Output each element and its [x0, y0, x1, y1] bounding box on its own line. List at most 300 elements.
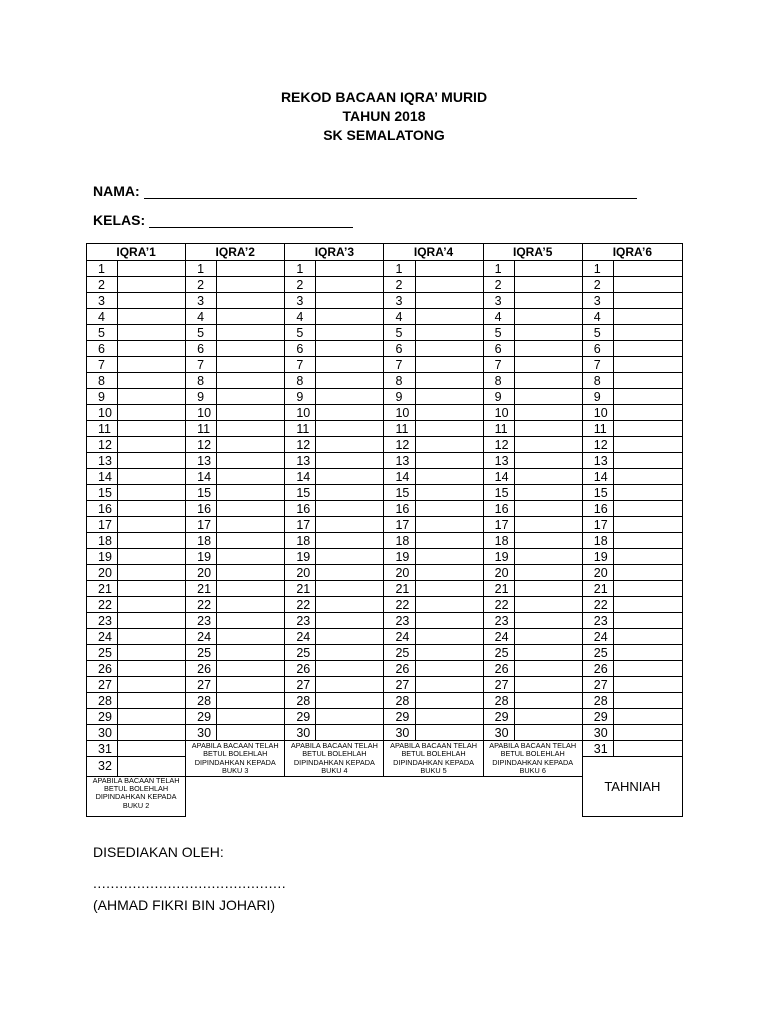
iqra5-record-cell[interactable]	[514, 405, 582, 421]
iqra6-page-number: 4	[582, 309, 613, 325]
iqra3-record-cell[interactable]	[316, 405, 384, 421]
iqra5-record-cell[interactable]	[514, 373, 582, 389]
iqra6-page-number: 17	[582, 517, 613, 533]
iqra5-record-cell[interactable]	[514, 421, 582, 437]
iqra6-record-cell[interactable]	[613, 277, 682, 293]
iqra6-page-number: 20	[582, 565, 613, 581]
iqra5-record-cell[interactable]	[514, 309, 582, 325]
iqra1-page-number: 20	[87, 565, 118, 581]
table-row	[87, 693, 683, 709]
iqra6-record-cell[interactable]	[613, 341, 682, 357]
iqra1-page-number: 23	[87, 613, 118, 629]
iqra4-record-cell[interactable]	[415, 629, 483, 645]
iqra6-record-cell[interactable]	[613, 741, 682, 757]
title-line-1: REKOD BACAAN IQRA’ MURID	[280, 89, 488, 105]
iqra2-record-cell[interactable]	[217, 357, 285, 373]
iqra6-page-number: 18	[582, 533, 613, 549]
iqra3-record-cell[interactable]	[316, 597, 384, 613]
iqra4-record-cell[interactable]	[415, 389, 483, 405]
iqra4-record-cell[interactable]	[415, 309, 483, 325]
iqra3-record-cell[interactable]	[316, 709, 384, 725]
iqra6-record-cell[interactable]	[613, 325, 682, 341]
iqra1-record-cell[interactable]	[118, 645, 186, 661]
iqra5-record-cell[interactable]	[514, 661, 582, 677]
iqra2-record-cell[interactable]	[217, 693, 285, 709]
iqra5-page-number: 6	[483, 341, 514, 357]
iqra3-page-number: 1	[285, 261, 316, 277]
iqra4-page-number: 1	[384, 261, 415, 277]
iqra3-page-number: 17	[285, 517, 316, 533]
iqra6-record-cell[interactable]	[613, 405, 682, 421]
table-row	[87, 261, 683, 277]
iqra5-record-cell[interactable]	[514, 517, 582, 533]
iqra3-record-cell[interactable]	[316, 261, 384, 277]
iqra1-record-cell[interactable]	[118, 469, 186, 485]
iqra4-record-cell[interactable]	[415, 565, 483, 581]
iqra3-page-number: 22	[285, 597, 316, 613]
iqra1-record-cell[interactable]	[118, 629, 186, 645]
iqra5-record-cell[interactable]	[514, 453, 582, 469]
iqra2-page-number: 4	[186, 309, 217, 325]
iqra5-record-cell[interactable]	[514, 709, 582, 725]
iqra2-record-cell[interactable]	[217, 565, 285, 581]
iqra3-record-cell[interactable]	[316, 485, 384, 501]
iqra2-record-cell[interactable]	[217, 261, 285, 277]
iqra6-record-cell[interactable]	[613, 437, 682, 453]
iqra4-page-number: 8	[384, 373, 415, 389]
iqra6-record-cell[interactable]	[613, 725, 682, 741]
iqra6-record-cell[interactable]	[613, 309, 682, 325]
iqra1-page-number: 12	[87, 437, 118, 453]
iqra4-record-cell[interactable]	[415, 469, 483, 485]
iqra6-record-cell[interactable]	[613, 613, 682, 629]
iqra5-record-cell[interactable]	[514, 485, 582, 501]
iqra2-record-cell[interactable]	[217, 501, 285, 517]
iqra1-record-cell[interactable]	[118, 709, 186, 725]
iqra1-record-cell[interactable]	[118, 357, 186, 373]
iqra2-record-cell[interactable]	[217, 309, 285, 325]
iqra1-record-cell[interactable]	[118, 405, 186, 421]
iqra5-record-cell[interactable]	[514, 677, 582, 693]
iqra4-record-cell[interactable]	[415, 341, 483, 357]
table-row	[87, 645, 683, 661]
iqra6-page-number: 1	[582, 261, 613, 277]
iqra5-page-number: 1	[483, 261, 514, 277]
iqra1-record-cell[interactable]	[118, 661, 186, 677]
table-row	[87, 453, 683, 469]
iqra2-page-number: 7	[186, 357, 217, 373]
iqra1-page-number: 14	[87, 469, 118, 485]
iqra1-record-cell[interactable]	[118, 517, 186, 533]
iqra6-record-cell[interactable]	[613, 261, 682, 277]
iqra5-record-cell[interactable]	[514, 437, 582, 453]
iqra4-record-cell[interactable]	[415, 613, 483, 629]
iqra6-page-number: 25	[582, 645, 613, 661]
column-header-iqra4: IQRA’4	[384, 244, 483, 261]
table-row	[87, 725, 683, 741]
iqra3-record-cell[interactable]	[316, 437, 384, 453]
iqra3-record-cell[interactable]	[316, 629, 384, 645]
iqra2-page-number: 1	[186, 261, 217, 277]
iqra1-record-cell[interactable]	[118, 549, 186, 565]
iqra3-record-cell[interactable]	[316, 693, 384, 709]
iqra2-record-cell[interactable]	[217, 469, 285, 485]
table-row	[87, 309, 683, 325]
iqra6-record-cell[interactable]	[613, 389, 682, 405]
iqra2-record-cell[interactable]	[217, 677, 285, 693]
iqra6-record-cell[interactable]	[613, 565, 682, 581]
iqra3-record-cell[interactable]	[316, 725, 384, 741]
iqra6-record-cell[interactable]	[613, 373, 682, 389]
iqra1-record-cell[interactable]	[118, 693, 186, 709]
iqra6-page-number: 14	[582, 469, 613, 485]
iqra2-page-number: 5	[186, 325, 217, 341]
iqra6-record-cell[interactable]	[613, 661, 682, 677]
iqra5-record-cell[interactable]	[514, 341, 582, 357]
iqra4-record-cell[interactable]	[415, 501, 483, 517]
iqra4-record-cell[interactable]	[415, 357, 483, 373]
iqra5-record-cell[interactable]	[514, 277, 582, 293]
iqra5-record-cell[interactable]	[514, 725, 582, 741]
iqra4-record-cell[interactable]	[415, 437, 483, 453]
iqra4-page-number: 24	[384, 629, 415, 645]
iqra5-record-cell[interactable]	[514, 549, 582, 565]
iqra4-page-number: 11	[384, 421, 415, 437]
iqra4-page-number: 29	[384, 709, 415, 725]
iqra6-record-cell[interactable]	[613, 485, 682, 501]
iqra1-record-cell[interactable]	[118, 533, 186, 549]
iqra5-record-cell[interactable]	[514, 293, 582, 309]
iqra6-page-number: 3	[582, 293, 613, 309]
iqra4-record-cell[interactable]	[415, 405, 483, 421]
iqra4-record-cell[interactable]	[415, 693, 483, 709]
iqra5-record-cell[interactable]	[514, 261, 582, 277]
column-header-iqra1: IQRA’1	[87, 244, 186, 261]
iqra6-page-number: 10	[582, 405, 613, 421]
iqra1-record-cell[interactable]	[118, 437, 186, 453]
iqra1-record-cell[interactable]	[118, 421, 186, 437]
iqra6-page-number: 28	[582, 693, 613, 709]
iqra2-record-cell[interactable]	[217, 373, 285, 389]
iqra3-page-number: 21	[285, 581, 316, 597]
iqra4-record-cell[interactable]	[415, 709, 483, 725]
iqra6-record-cell[interactable]	[613, 709, 682, 725]
iqra1-record-cell[interactable]	[118, 757, 186, 777]
iqra6-record-cell[interactable]	[613, 293, 682, 309]
iqra2-record-cell[interactable]	[217, 437, 285, 453]
iqra3-record-cell[interactable]	[316, 565, 384, 581]
iqra2-record-cell[interactable]	[217, 645, 285, 661]
iqra3-page-number: 30	[285, 725, 316, 741]
iqra4-page-number: 22	[384, 597, 415, 613]
iqra3-record-cell[interactable]	[316, 421, 384, 437]
iqra5-record-cell[interactable]	[514, 469, 582, 485]
iqra3-page-number: 29	[285, 709, 316, 725]
iqra3-record-cell[interactable]	[316, 277, 384, 293]
iqra4-record-cell[interactable]	[415, 261, 483, 277]
iqra1-page-number: 17	[87, 517, 118, 533]
iqra4-record-cell[interactable]	[415, 485, 483, 501]
table-row	[87, 629, 683, 645]
iqra3-record-cell[interactable]	[316, 677, 384, 693]
iqra1-page-number: 3	[87, 293, 118, 309]
iqra4-record-cell[interactable]	[415, 453, 483, 469]
iqra4-page-number: 18	[384, 533, 415, 549]
iqra5-record-cell[interactable]	[514, 389, 582, 405]
iqra6-record-cell[interactable]	[613, 629, 682, 645]
iqra2-record-cell[interactable]	[217, 533, 285, 549]
iqra6-record-cell[interactable]	[613, 533, 682, 549]
iqra2-page-number: 6	[186, 341, 217, 357]
iqra4-record-cell[interactable]	[415, 677, 483, 693]
iqra5-page-number: 12	[483, 437, 514, 453]
iqra6-record-cell[interactable]	[613, 469, 682, 485]
iqra2-record-cell[interactable]	[217, 389, 285, 405]
iqra5-page-number: 18	[483, 533, 514, 549]
iqra4-page-number: 27	[384, 677, 415, 693]
iqra6-page-number: 23	[582, 613, 613, 629]
iqra2-record-cell[interactable]	[217, 725, 285, 741]
iqra2-page-number: 22	[186, 597, 217, 613]
iqra3-record-cell[interactable]	[316, 549, 384, 565]
iqra3-page-number: 25	[285, 645, 316, 661]
iqra6-page-number: 30	[582, 725, 613, 741]
iqra3-record-cell[interactable]	[316, 469, 384, 485]
iqra5-record-cell[interactable]	[514, 645, 582, 661]
iqra3-page-number: 20	[285, 565, 316, 581]
iqra4-record-cell[interactable]	[415, 293, 483, 309]
iqra5-record-cell[interactable]	[514, 501, 582, 517]
iqra4-record-cell[interactable]	[415, 373, 483, 389]
iqra5-record-cell[interactable]	[514, 325, 582, 341]
iqra3-page-number: 9	[285, 389, 316, 405]
kelas-blank-line[interactable]	[149, 213, 353, 228]
iqra3-record-cell[interactable]	[316, 645, 384, 661]
iqra3-page-number: 24	[285, 629, 316, 645]
iqra2-record-cell[interactable]	[217, 549, 285, 565]
iqra4-page-number: 14	[384, 469, 415, 485]
iqra3-page-number: 5	[285, 325, 316, 341]
iqra2-page-number: 14	[186, 469, 217, 485]
iqra2-page-number: 25	[186, 645, 217, 661]
iqra5-page-number: 28	[483, 693, 514, 709]
iqra3-record-cell[interactable]	[316, 357, 384, 373]
iqra6-page-number: 19	[582, 549, 613, 565]
iqra1-record-cell[interactable]	[118, 453, 186, 469]
nama-field[interactable]	[93, 183, 637, 199]
iqra6-record-cell[interactable]	[613, 453, 682, 469]
iqra1-page-number: 21	[87, 581, 118, 597]
table-row	[87, 613, 683, 629]
iqra2-record-cell[interactable]	[217, 293, 285, 309]
preparer-name: (AHMAD FIKRI BIN JOHARI)	[93, 897, 276, 913]
iqra3-page-number: 14	[285, 469, 316, 485]
column-header-iqra6: IQRA’6	[582, 244, 682, 261]
iqra6-record-cell[interactable]	[613, 693, 682, 709]
iqra4-record-cell[interactable]	[415, 581, 483, 597]
iqra1-record-cell[interactable]	[118, 565, 186, 581]
table-row	[87, 549, 683, 565]
iqra6-record-cell[interactable]	[613, 501, 682, 517]
iqra1-record-cell[interactable]	[118, 677, 186, 693]
iqra5-page-number: 22	[483, 597, 514, 613]
kelas-field[interactable]	[93, 212, 353, 228]
iqra4-page-number: 21	[384, 581, 415, 597]
iqra5-record-cell[interactable]	[514, 629, 582, 645]
iqra6-record-cell[interactable]	[613, 645, 682, 661]
iqra2-page-number: 19	[186, 549, 217, 565]
iqra4-record-cell[interactable]	[415, 549, 483, 565]
iqra4-record-cell[interactable]	[415, 533, 483, 549]
iqra4-record-cell[interactable]	[415, 325, 483, 341]
iqra1-record-cell[interactable]	[118, 293, 186, 309]
iqra1-page-number: 8	[87, 373, 118, 389]
iqra3-record-cell[interactable]	[316, 613, 384, 629]
iqra2-page-number: 21	[186, 581, 217, 597]
iqra2-record-cell[interactable]	[217, 277, 285, 293]
iqra6-record-cell[interactable]	[613, 357, 682, 373]
iqra2-page-number: 9	[186, 389, 217, 405]
iqra6-page-number: 13	[582, 453, 613, 469]
iqra6-page-number: 9	[582, 389, 613, 405]
iqra5-page-number: 10	[483, 405, 514, 421]
iqra2-page-number: 17	[186, 517, 217, 533]
iqra3-page-number: 18	[285, 533, 316, 549]
iqra3-record-cell[interactable]	[316, 325, 384, 341]
iqra5-record-cell[interactable]	[514, 581, 582, 597]
iqra1-record-cell[interactable]	[118, 725, 186, 741]
signature-line[interactable]: ............................................	[93, 875, 287, 891]
iqra1-page-number: 19	[87, 549, 118, 565]
iqra6-page-number: 31	[582, 741, 613, 757]
iqra4-record-cell[interactable]	[415, 517, 483, 533]
iqra3-page-number: 12	[285, 437, 316, 453]
iqra1-record-cell[interactable]	[118, 261, 186, 277]
iqra1-record-cell[interactable]	[118, 741, 186, 757]
iqra6-record-cell[interactable]	[613, 517, 682, 533]
iqra1-note-cell	[87, 776, 186, 816]
iqra4-page-number: 7	[384, 357, 415, 373]
iqra3-record-cell[interactable]	[316, 661, 384, 677]
iqra3-record-cell[interactable]	[316, 533, 384, 549]
iqra2-record-cell[interactable]	[217, 341, 285, 357]
iqra1-page-number: 10	[87, 405, 118, 421]
nama-label: NAMA:	[93, 183, 140, 199]
iqra3-record-cell[interactable]	[316, 453, 384, 469]
iqra2-record-cell[interactable]	[217, 709, 285, 725]
iqra2-record-cell[interactable]	[217, 597, 285, 613]
iqra2-record-cell[interactable]	[217, 421, 285, 437]
iqra3-page-number: 6	[285, 341, 316, 357]
table-row	[87, 373, 683, 389]
nama-blank-line[interactable]	[144, 184, 637, 199]
iqra3-note: APABILA BACAAN TELAH BETUL BOLEHLAH DIPINDAHKAN KEPADA BUKU 4	[290, 741, 378, 776]
iqra1-page-number: 28	[87, 693, 118, 709]
iqra2-record-cell[interactable]	[217, 485, 285, 501]
iqra2-record-cell[interactable]	[217, 581, 285, 597]
iqra2-record-cell[interactable]	[217, 405, 285, 421]
iqra4-record-cell[interactable]	[415, 277, 483, 293]
iqra4-record-cell[interactable]	[415, 421, 483, 437]
iqra2-record-cell[interactable]	[217, 629, 285, 645]
iqra3-record-cell[interactable]	[316, 389, 384, 405]
iqra5-record-cell[interactable]	[514, 597, 582, 613]
iqra1-page-number: 6	[87, 341, 118, 357]
iqra5-page-number: 4	[483, 309, 514, 325]
iqra4-record-cell[interactable]	[415, 725, 483, 741]
iqra5-record-cell[interactable]	[514, 565, 582, 581]
iqra3-record-cell[interactable]	[316, 581, 384, 597]
iqra5-page-number: 24	[483, 629, 514, 645]
iqra2-page-number: 3	[186, 293, 217, 309]
iqra2-note: APABILA BACAAN TELAH BETUL BOLEHLAH DIPINDAHKAN KEPADA BUKU 3	[191, 741, 279, 776]
iqra2-page-number: 2	[186, 277, 217, 293]
iqra4-page-number: 2	[384, 277, 415, 293]
iqra5-record-cell[interactable]	[514, 357, 582, 373]
iqra1-record-cell[interactable]	[118, 485, 186, 501]
iqra2-record-cell[interactable]	[217, 613, 285, 629]
iqra6-record-cell[interactable]	[613, 581, 682, 597]
iqra3-record-cell[interactable]	[316, 341, 384, 357]
iqra5-page-number: 23	[483, 613, 514, 629]
iqra6-record-cell[interactable]	[613, 549, 682, 565]
iqra6-page-number: 26	[582, 661, 613, 677]
iqra4-record-cell[interactable]	[415, 661, 483, 677]
iqra4-record-cell[interactable]	[415, 597, 483, 613]
table-row	[87, 501, 683, 517]
iqra1-record-cell[interactable]	[118, 309, 186, 325]
iqra2-record-cell[interactable]	[217, 325, 285, 341]
iqra1-record-cell[interactable]	[118, 613, 186, 629]
iqra1-record-cell[interactable]	[118, 325, 186, 341]
iqra5-record-cell[interactable]	[514, 533, 582, 549]
iqra3-page-number: 10	[285, 405, 316, 421]
iqra1-record-cell[interactable]	[118, 597, 186, 613]
iqra4-record-cell[interactable]	[415, 645, 483, 661]
iqra1-record-cell[interactable]	[118, 389, 186, 405]
iqra6-page-number: 11	[582, 421, 613, 437]
iqra4-page-number: 20	[384, 565, 415, 581]
iqra3-record-cell[interactable]	[316, 373, 384, 389]
iqra5-record-cell[interactable]	[514, 613, 582, 629]
iqra1-record-cell[interactable]	[118, 501, 186, 517]
iqra1-record-cell[interactable]	[118, 373, 186, 389]
iqra1-page-number: 16	[87, 501, 118, 517]
iqra5-page-number: 29	[483, 709, 514, 725]
iqra6-page-number: 21	[582, 581, 613, 597]
iqra6-record-cell[interactable]	[613, 677, 682, 693]
iqra4-page-number: 25	[384, 645, 415, 661]
iqra5-record-cell[interactable]	[514, 693, 582, 709]
iqra5-page-number: 14	[483, 469, 514, 485]
iqra3-record-cell[interactable]	[316, 517, 384, 533]
iqra2-record-cell[interactable]	[217, 661, 285, 677]
iqra6-record-cell[interactable]	[613, 421, 682, 437]
iqra1-record-cell[interactable]	[118, 277, 186, 293]
iqra6-record-cell[interactable]	[613, 597, 682, 613]
iqra1-page-number: 15	[87, 485, 118, 501]
iqra1-record-cell[interactable]	[118, 341, 186, 357]
iqra1-page-number: 11	[87, 421, 118, 437]
iqra3-record-cell[interactable]	[316, 293, 384, 309]
iqra3-record-cell[interactable]	[316, 501, 384, 517]
iqra1-record-cell[interactable]	[118, 581, 186, 597]
iqra2-record-cell[interactable]	[217, 453, 285, 469]
iqra2-record-cell[interactable]	[217, 517, 285, 533]
iqra3-record-cell[interactable]	[316, 309, 384, 325]
table-row	[87, 405, 683, 421]
iqra6-page-number: 29	[582, 709, 613, 725]
